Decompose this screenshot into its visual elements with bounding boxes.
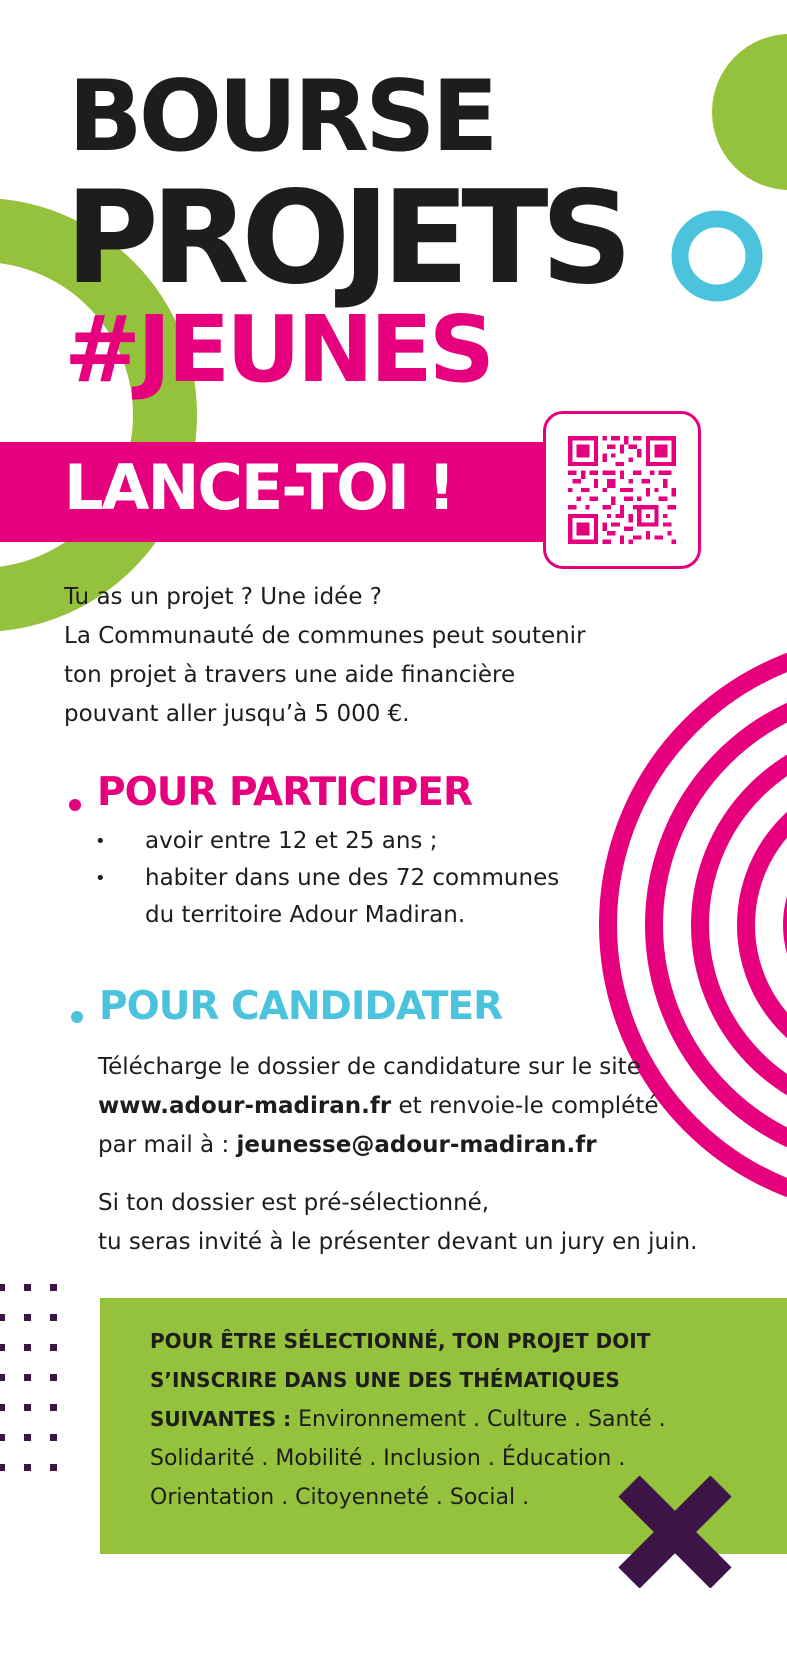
instruction-line: par mail à : jeunesse@adour-madiran.fr [98,1132,597,1158]
list-item-continuation [95,897,559,934]
themes-intro-bold: SUIVANTES : [150,1407,292,1431]
themes-intro-bold: S’INSCRIRE DANS UNE DES THÉMATIQUES [150,1368,620,1392]
banner-slogan: LANCE-TOI ! [64,451,454,524]
cross-icon [617,1476,733,1588]
title-bourse: BOURSE [68,60,495,174]
cyan-ring [680,219,754,293]
instruction-line: www.adour-madiran.fr et renvoie-le complété [98,1093,659,1119]
website-link[interactable]: www.adour-madiran.fr [98,1093,392,1119]
participation-criteria-list [95,823,559,934]
intro-line: pouvant aller jusqu’à 5 000 €. [64,701,410,727]
title-jeunes-hashtag: #JEUNES [64,296,491,403]
application-instructions [98,1048,659,1165]
qr-code-frame[interactable] [543,411,701,569]
intro-text [64,578,664,734]
themes-list: Orientation . Citoyenneté . Social . [150,1485,530,1510]
instruction-line: Télécharge le dossier de candidature sur le site [98,1054,641,1080]
qr-code-icon[interactable] [568,436,676,544]
list-item-text: habiter dans une des 72 communes [145,865,560,891]
intro-line: Tu as un projet ? Une idée ? [64,584,382,610]
themes-intro-bold: POUR ÊTRE SÉLECTIONNÉ, TON PROJET DOIT [150,1329,651,1353]
bullet-icon: • [95,831,106,852]
section-dot-pink [69,799,81,811]
note-line: Si ton dossier est pré-sélectionné, [98,1190,490,1216]
section-dot-cyan [71,1011,83,1023]
list-item [95,860,559,897]
intro-line: ton projet à travers une aide financière [64,662,516,688]
purple-dot-grid [0,1284,57,1471]
selection-note [98,1184,697,1262]
bullet-icon: • [95,868,106,889]
list-item [95,823,559,860]
intro-line: La Communauté de communes peut soutenir [64,623,586,649]
list-item-text: du territoire Adour Madiran. [145,902,466,928]
themes-list: Solidarité . Mobilité . Inclusion . Éducation . [150,1446,626,1471]
title-projets: PROJETS [65,164,625,313]
heading-pour-participer: POUR PARTICIPER [97,770,472,815]
list-item-text: avoir entre 12 et 25 ans ; [145,828,438,854]
themes-text [150,1322,666,1517]
email-link[interactable]: jeunesse@adour-madiran.fr [236,1132,597,1158]
heading-pour-candidater: POUR CANDIDATER [99,984,503,1029]
green-circle-top-right [712,34,787,190]
note-line: tu seras invité à le présenter devant un jury en juin. [98,1229,698,1255]
themes-list: Environnement . Culture . Santé . [291,1407,666,1432]
